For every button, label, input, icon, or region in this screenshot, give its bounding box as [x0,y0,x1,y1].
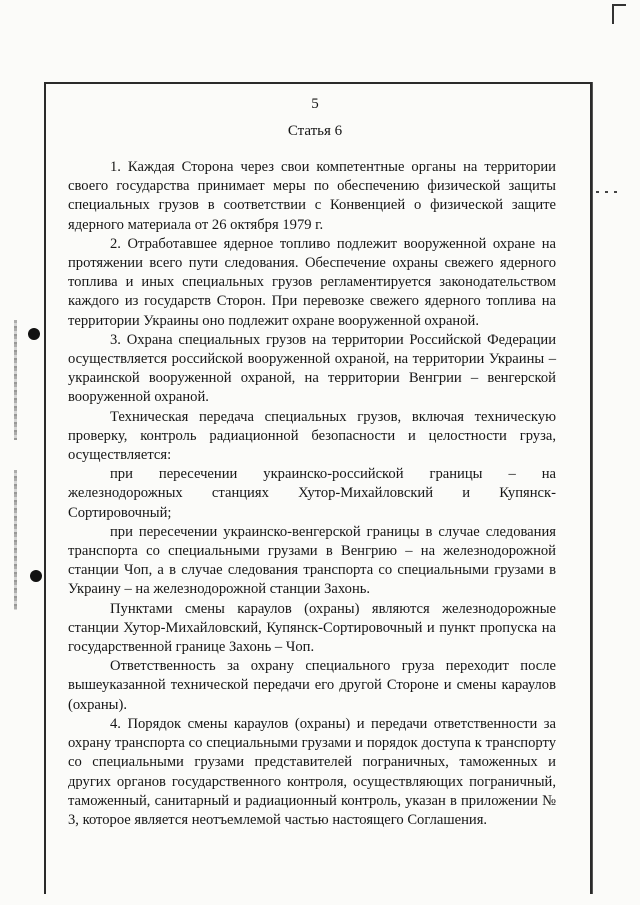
paragraph-9: 4. Порядок смены караулов (охраны) и передачи ответственности за охрану транспорта со специальными грузами и порядок доступа к транспорту со специальными грузами представителей пограничных, таможенных и других органов государственного контроля, осуществляющих пограничный, таможенный, санитарный и радиационный контроль, указан в приложении № 3, которое является неотъемлемой частью настоящего Соглашения. [68,715,556,828]
binding-margin [0,320,40,650]
paragraph-2: 2. Отработавшее ядерное топливо подлежит вооруженной охране на протяжении всего пути следования. Обеспечение охраны свежего ядерного топлива и иных специальных грузов регламентируется законодательством каждого из государств Сторон. При перевозке свежего ядерного топлива на территории Украины оно подлежит охране вооруженной охраной. [68,235,556,329]
paragraph-8: Ответственность за охрану специального груза переходит после вышеуказанной технической передачи его другой Стороне и смены караулов (охраны). [68,658,556,713]
paragraph-4: Техническая передача специальных грузов, включая техническую проверку, контроль радиационной безопасности и целостности груза, осуществляется: [68,408,556,464]
punch-hole [28,328,40,340]
scan-specks [596,180,636,186]
corner-crop-mark [612,4,626,24]
binding-streak [14,470,17,610]
article-title: Статья 6 [287,123,343,139]
paragraph-3: 3. Охрана специальных грузов на территории Российской Федерации осуществляется российской вооруженной охраной, на территории Украины – украинской вооруженной охраной, на территории Венгрии – венгерской вооруженной охраной. [68,331,556,406]
paragraph-6: при пересечении украинско-венгерской границы в случае следования транспорта со специальными грузами в Венгрию – на железнодорожной станции Чоп, а в случае следования транспорта со специальными грузами в Украину – на железнодорожной станции Захонь. [68,523,556,598]
article-body [68,158,556,830]
page-number: 5 [311,96,319,112]
punch-hole [30,570,42,582]
paragraph-1: 1. Каждая Сторона через свои компетентные органы на территории своего государства принимает меры по обеспечению физической защиты специальных грузов в соответствии с Конвенцией о физической защите ядерного материала от 26 октября 1979 г. [68,159,556,233]
binding-streak [14,320,17,440]
paragraph-5: при пересечении украинско-российской границы – на железнодорожных станциях Хутор-Михайловский и Купянск-Сортировочный; [68,466,556,521]
page-border-right-shadow [592,82,596,894]
paragraph-7: Пунктами смены караулов (охраны) являются железнодорожные станции Хутор-Михайловский, Купянск-Сортировочный и пункт пропуска на государственной границе Захонь – Чоп. [68,600,556,656]
